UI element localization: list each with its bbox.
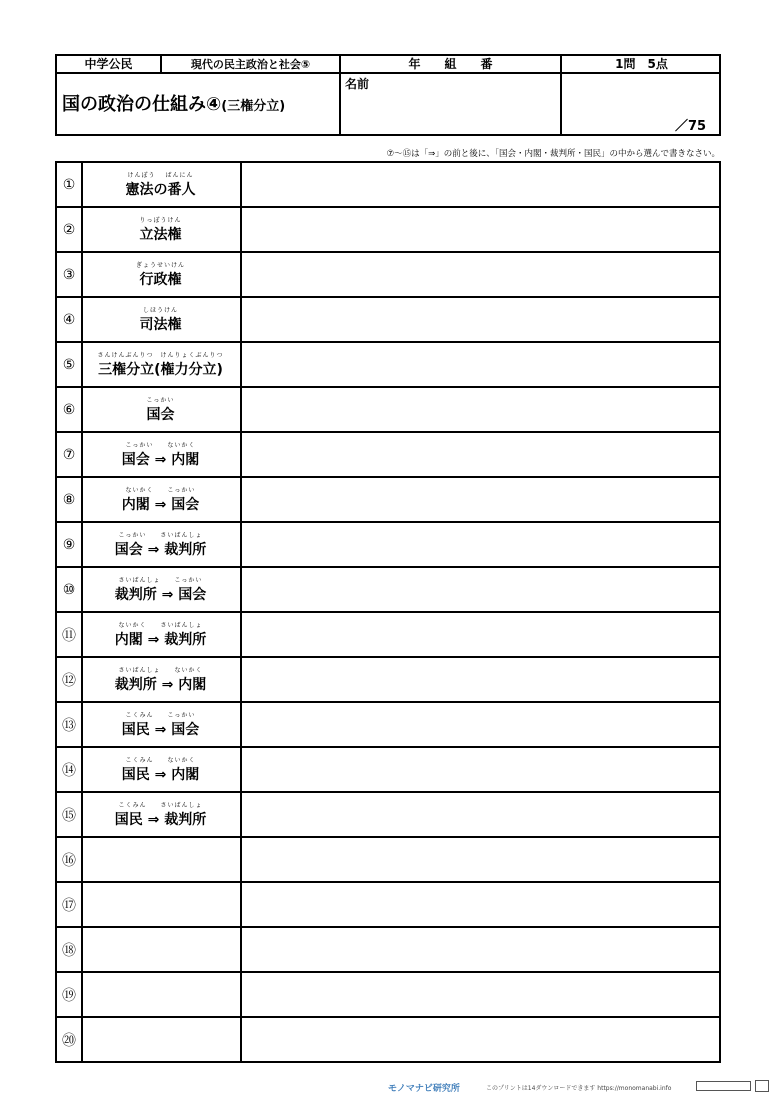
footer-corner-box <box>755 1080 769 1092</box>
score-label: ／75 <box>675 119 707 134</box>
answer-field[interactable] <box>240 793 719 836</box>
row-term-text: 国民 ⇒ 内閣 <box>121 767 200 783</box>
table-row <box>55 701 721 746</box>
answer-field[interactable] <box>240 478 719 521</box>
row-term-reading: ぎょうせいけん <box>135 262 185 269</box>
row-number: ⑥ <box>57 388 83 431</box>
row-number: ⑧ <box>57 478 83 521</box>
row-term <box>81 433 242 476</box>
table-row <box>55 791 721 836</box>
row-number: ⑳ <box>57 1018 83 1061</box>
row-term-reading: りっぽうけん <box>139 217 182 224</box>
table-row <box>55 386 721 431</box>
answer-field[interactable] <box>240 1018 719 1061</box>
score-field[interactable] <box>562 74 719 114</box>
class-number-line: 年 組 番 <box>408 57 493 71</box>
table-row <box>55 656 721 701</box>
row-term <box>81 1018 242 1061</box>
table-row <box>55 746 721 791</box>
footer-logo-box <box>696 1081 751 1091</box>
answer-field[interactable] <box>240 703 719 746</box>
answer-field[interactable] <box>240 928 719 971</box>
table-row <box>55 476 721 521</box>
table-row <box>55 206 721 251</box>
row-term-text: 国民 ⇒ 国会 <box>121 722 200 738</box>
row-term-reading: こっかい さいばんしょ <box>118 532 203 539</box>
row-number: ⑭ <box>57 748 83 791</box>
row-term-reading: さいばんしょ こっかい <box>118 577 203 584</box>
row-term <box>81 748 242 791</box>
table-row <box>55 296 721 341</box>
row-term-reading: ないかく こっかい <box>125 487 196 494</box>
answer-field[interactable] <box>240 163 719 206</box>
answer-field[interactable] <box>240 568 719 611</box>
table-row <box>55 611 721 656</box>
answer-field[interactable] <box>240 208 719 251</box>
row-number: ⑪ <box>57 613 83 656</box>
row-number: ③ <box>57 253 83 296</box>
row-term <box>81 838 242 881</box>
row-term <box>81 793 242 836</box>
row-term-reading: ないかく さいばんしょ <box>118 622 203 629</box>
row-number: ⑱ <box>57 928 83 971</box>
answer-field[interactable] <box>240 388 719 431</box>
unit-label: 現代の民主政治と社会⑤ <box>190 57 311 71</box>
row-number: ⑯ <box>57 838 83 881</box>
title-main: 国の政治の仕組み④ <box>62 94 222 115</box>
row-term <box>81 208 242 251</box>
row-term-reading: こっかい <box>146 397 175 404</box>
row-term-reading: さいばんしょ ないかく <box>118 667 203 674</box>
row-term-reading: こっかい ないかく <box>125 442 196 449</box>
row-term-reading: けんぽう ばんにん <box>127 172 194 179</box>
table-row <box>55 251 721 296</box>
answer-field[interactable] <box>240 838 719 881</box>
row-number: ⑩ <box>57 568 83 611</box>
row-term <box>81 883 242 926</box>
row-term <box>81 388 242 431</box>
answer-field[interactable] <box>240 883 719 926</box>
answer-field[interactable] <box>240 973 719 1016</box>
row-term-text: 憲法の番人 <box>125 182 196 198</box>
row-number: ⑰ <box>57 883 83 926</box>
answer-field[interactable] <box>240 433 719 476</box>
row-term-text: 内閣 ⇒ 裁判所 <box>114 632 207 648</box>
row-term <box>81 613 242 656</box>
answer-field[interactable] <box>240 523 719 566</box>
name-field[interactable] <box>341 90 560 134</box>
row-number: ⑬ <box>57 703 83 746</box>
row-number: ⑦ <box>57 433 83 476</box>
answer-field[interactable] <box>240 658 719 701</box>
table-row <box>55 161 721 206</box>
row-term-reading: さんけんぶんりつ けんりょくぶんりつ <box>97 352 224 359</box>
answer-field[interactable] <box>240 748 719 791</box>
footer-brand: モノマナビ研究所 <box>388 1084 460 1094</box>
answer-field[interactable] <box>240 253 719 296</box>
row-number: ⑫ <box>57 658 83 701</box>
row-term <box>81 478 242 521</box>
row-term-text: 司法権 <box>139 317 182 333</box>
answer-field[interactable] <box>240 613 719 656</box>
table-row <box>55 521 721 566</box>
instruction-text: ⑦〜⑮は「⇒」の前と後に、「国会・内閣・裁判所・国民」の中から選んで書きなさい。 <box>386 149 720 159</box>
row-term <box>81 703 242 746</box>
row-term <box>81 163 242 206</box>
row-number: ⑮ <box>57 793 83 836</box>
row-term-text: 裁判所 ⇒ 内閣 <box>114 677 207 693</box>
row-term-text: 立法権 <box>139 227 182 243</box>
points-label: 1問 5点 <box>615 57 668 71</box>
row-number: ⑨ <box>57 523 83 566</box>
table-row <box>55 881 721 926</box>
row-term-text: 国会 <box>146 407 175 423</box>
answer-field[interactable] <box>240 298 719 341</box>
table-row <box>55 836 721 881</box>
row-term-text: 国民 ⇒ 裁判所 <box>114 812 207 828</box>
table-row <box>55 971 721 1016</box>
table-row <box>55 431 721 476</box>
row-number: ② <box>57 208 83 251</box>
table-row <box>55 1016 721 1061</box>
table-bottom-border <box>55 1061 721 1063</box>
table-row <box>55 341 721 386</box>
footer-note: このプリントは14ダウンロードできます https://monomanabi.info <box>486 1085 672 1092</box>
row-term-text: 国会 ⇒ 内閣 <box>121 452 200 468</box>
page-title <box>62 90 342 120</box>
row-number: ⑲ <box>57 973 83 1016</box>
table-row <box>55 566 721 611</box>
row-term <box>81 298 242 341</box>
row-number: ⑤ <box>57 343 83 386</box>
name-label: 名前 <box>345 77 370 91</box>
answer-field[interactable] <box>240 343 719 386</box>
row-term-reading: こくみん さいばんしょ <box>118 802 203 809</box>
row-term-reading: しほうけん <box>142 307 178 314</box>
row-term-text: 裁判所 ⇒ 国会 <box>114 587 207 603</box>
row-term <box>81 928 242 971</box>
row-number: ① <box>57 163 83 206</box>
row-term-text: 内閣 ⇒ 国会 <box>121 497 200 513</box>
title-sub: (三権分立) <box>221 99 286 114</box>
row-term-text: 行政権 <box>139 272 182 288</box>
row-term <box>81 343 242 386</box>
table-row <box>55 926 721 971</box>
row-number: ④ <box>57 298 83 341</box>
row-term-reading: こくみん ないかく <box>125 757 196 764</box>
row-term <box>81 253 242 296</box>
subject-label: 中学公民 <box>84 57 133 71</box>
row-term <box>81 973 242 1016</box>
row-term-text: 三権分立(権力分立) <box>98 362 223 378</box>
row-term-text: 国会 ⇒ 裁判所 <box>114 542 207 558</box>
row-term-reading: こくみん こっかい <box>125 712 196 719</box>
row-term <box>81 568 242 611</box>
row-term <box>81 523 242 566</box>
row-term <box>81 658 242 701</box>
